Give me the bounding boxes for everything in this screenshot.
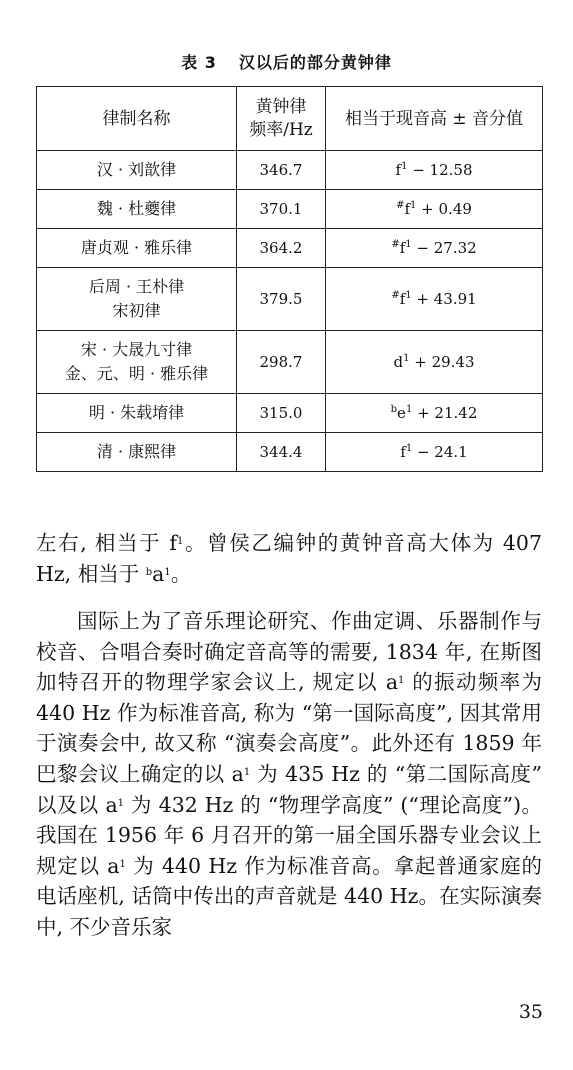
cell-name [37, 151, 237, 190]
cell-name-line2: 宋初律 [112, 301, 161, 320]
table-caption [0, 50, 573, 73]
cell-name-line1: 唐贞观 · 雅乐律 [80, 238, 193, 257]
note-letter: d [393, 353, 404, 371]
cell-name [37, 268, 237, 331]
note-letter: e [397, 404, 406, 422]
cell-pitch-value [326, 433, 543, 472]
table-row [37, 433, 543, 472]
table-row [37, 190, 543, 229]
cell-pitch-value [326, 229, 543, 268]
table-caption-number: 表 3 [181, 53, 217, 72]
note-letter: f [404, 200, 411, 218]
table-caption-title: 汉以后的部分黄钟律 [238, 53, 392, 72]
cell-frequency: 370.1 [237, 190, 326, 229]
body-paragraph-1 [36, 528, 542, 589]
cell-name [37, 229, 237, 268]
superscript: 1 [177, 536, 184, 547]
cell-frequency: 346.7 [237, 151, 326, 190]
text-run: 。 [170, 561, 192, 586]
note-letter: f [399, 290, 406, 308]
note-letter: f [399, 239, 406, 257]
accidental-sign: # [396, 200, 405, 211]
text-run: 为 440 Hz 作为标准音高。拿起普通家庭的电话座机, 话筒中传出的声音就是 440 Hz。在实际演奏中, 不少音乐家 [36, 853, 542, 939]
cell-name-line1: 汉 · 刘歆律 [96, 160, 177, 179]
cents-offset: + 0.49 [416, 200, 472, 218]
cents-offset: + 29.43 [409, 353, 475, 371]
superscript: 1 [119, 858, 126, 870]
text-run: 为 435 Hz 的 “第二国际高度” 以及以 a [36, 761, 542, 817]
cell-name-line1: 魏 · 杜夔律 [96, 199, 177, 218]
table-row [37, 151, 543, 190]
octave-index: 1 [405, 443, 413, 454]
cents-offset: − 27.32 [411, 239, 477, 257]
column-header-frequency-line1: 黄钟律 [255, 96, 307, 117]
cell-name [37, 331, 237, 394]
table-row [37, 229, 543, 268]
octave-index: 1 [405, 290, 412, 301]
cents-offset: − 24.1 [412, 443, 468, 461]
cell-name-line1: 清 · 康熙律 [96, 442, 177, 461]
column-header-pitch: 相当于现音高 ± 音分值 [326, 87, 543, 151]
table-row [37, 394, 543, 433]
cents-offset: − 12.58 [407, 161, 473, 179]
octave-index: 1 [405, 239, 412, 250]
octave-index: 1 [405, 404, 413, 415]
cell-pitch-value [326, 394, 543, 433]
cell-frequency: 364.2 [237, 229, 326, 268]
cell-pitch-value [326, 190, 543, 229]
superscript: 1 [164, 566, 171, 578]
text-run: 的振动频率为 440 Hz 作为标准音高, 称为 “第一国际高度”, 因其常用于演奏会中, 故又称 “演奏会高度”。此外还有 1859 年巴黎会议上确定的以 a [36, 670, 542, 786]
column-header-frequency [237, 87, 326, 151]
cell-frequency: 379.5 [237, 268, 326, 331]
cents-offset: + 21.42 [412, 404, 478, 422]
superscript: 1 [117, 797, 125, 809]
octave-index: 1 [403, 353, 410, 364]
cell-frequency: 315.0 [237, 394, 326, 433]
octave-index: 1 [410, 200, 417, 211]
column-header-name: 律制名称 [37, 87, 237, 151]
column-header-frequency-line2: 频率/Hz [249, 119, 313, 140]
note-letter: f [395, 161, 402, 179]
cell-name-line1: 宋 · 大晟九寸律 [80, 340, 193, 359]
cell-name [37, 394, 237, 433]
cell-pitch-value [326, 268, 543, 331]
note-letter: f [400, 443, 406, 461]
cell-frequency: 298.7 [237, 331, 326, 394]
cell-frequency: 344.4 [237, 433, 326, 472]
cell-pitch-value [326, 331, 543, 394]
table-row [37, 331, 543, 394]
superscript: 1 [398, 675, 405, 687]
page-number: 35 [518, 1001, 543, 1023]
text-run: a [152, 561, 165, 586]
accidental-sign: # [391, 239, 400, 250]
cell-name-line1: 明 · 朱载堉律 [88, 403, 185, 422]
cell-name [37, 190, 237, 229]
accidental-sign: # [391, 290, 400, 301]
text-run: 为 432 Hz 的 “物理学高度” (“理论高度”)。我国在 1956 年 6 月召开的第一届全国乐器专业会议上规定以 a [36, 792, 542, 878]
cell-pitch-value [326, 151, 543, 190]
text-run: 。曾侯乙编钟的黄钟音高大体为 407 Hz, 相当于 [36, 531, 542, 586]
text-run: 左右, 相当于 f [36, 531, 177, 555]
superscript: b [145, 566, 153, 578]
cell-name-line2: 金、元、明 · 雅乐律 [64, 364, 209, 383]
superscript: 1 [243, 766, 251, 778]
cents-offset: + 43.91 [411, 290, 477, 308]
text-run: 国际上为了音乐理论研究、作曲定调、乐器制作与校音、合唱合奏时确定音高等的需要, 1834 年, 在斯图加特召开的物理学家会议上, 规定以 a [36, 609, 542, 695]
body-paragraph-2 [36, 606, 542, 943]
octave-index: 1 [401, 161, 408, 172]
cell-name [37, 433, 237, 472]
accidental-sign: b [390, 404, 398, 415]
table-row [37, 268, 543, 331]
cell-name-line1: 后周 · 王朴律 [88, 277, 185, 296]
pitch-standards-table [36, 86, 543, 472]
